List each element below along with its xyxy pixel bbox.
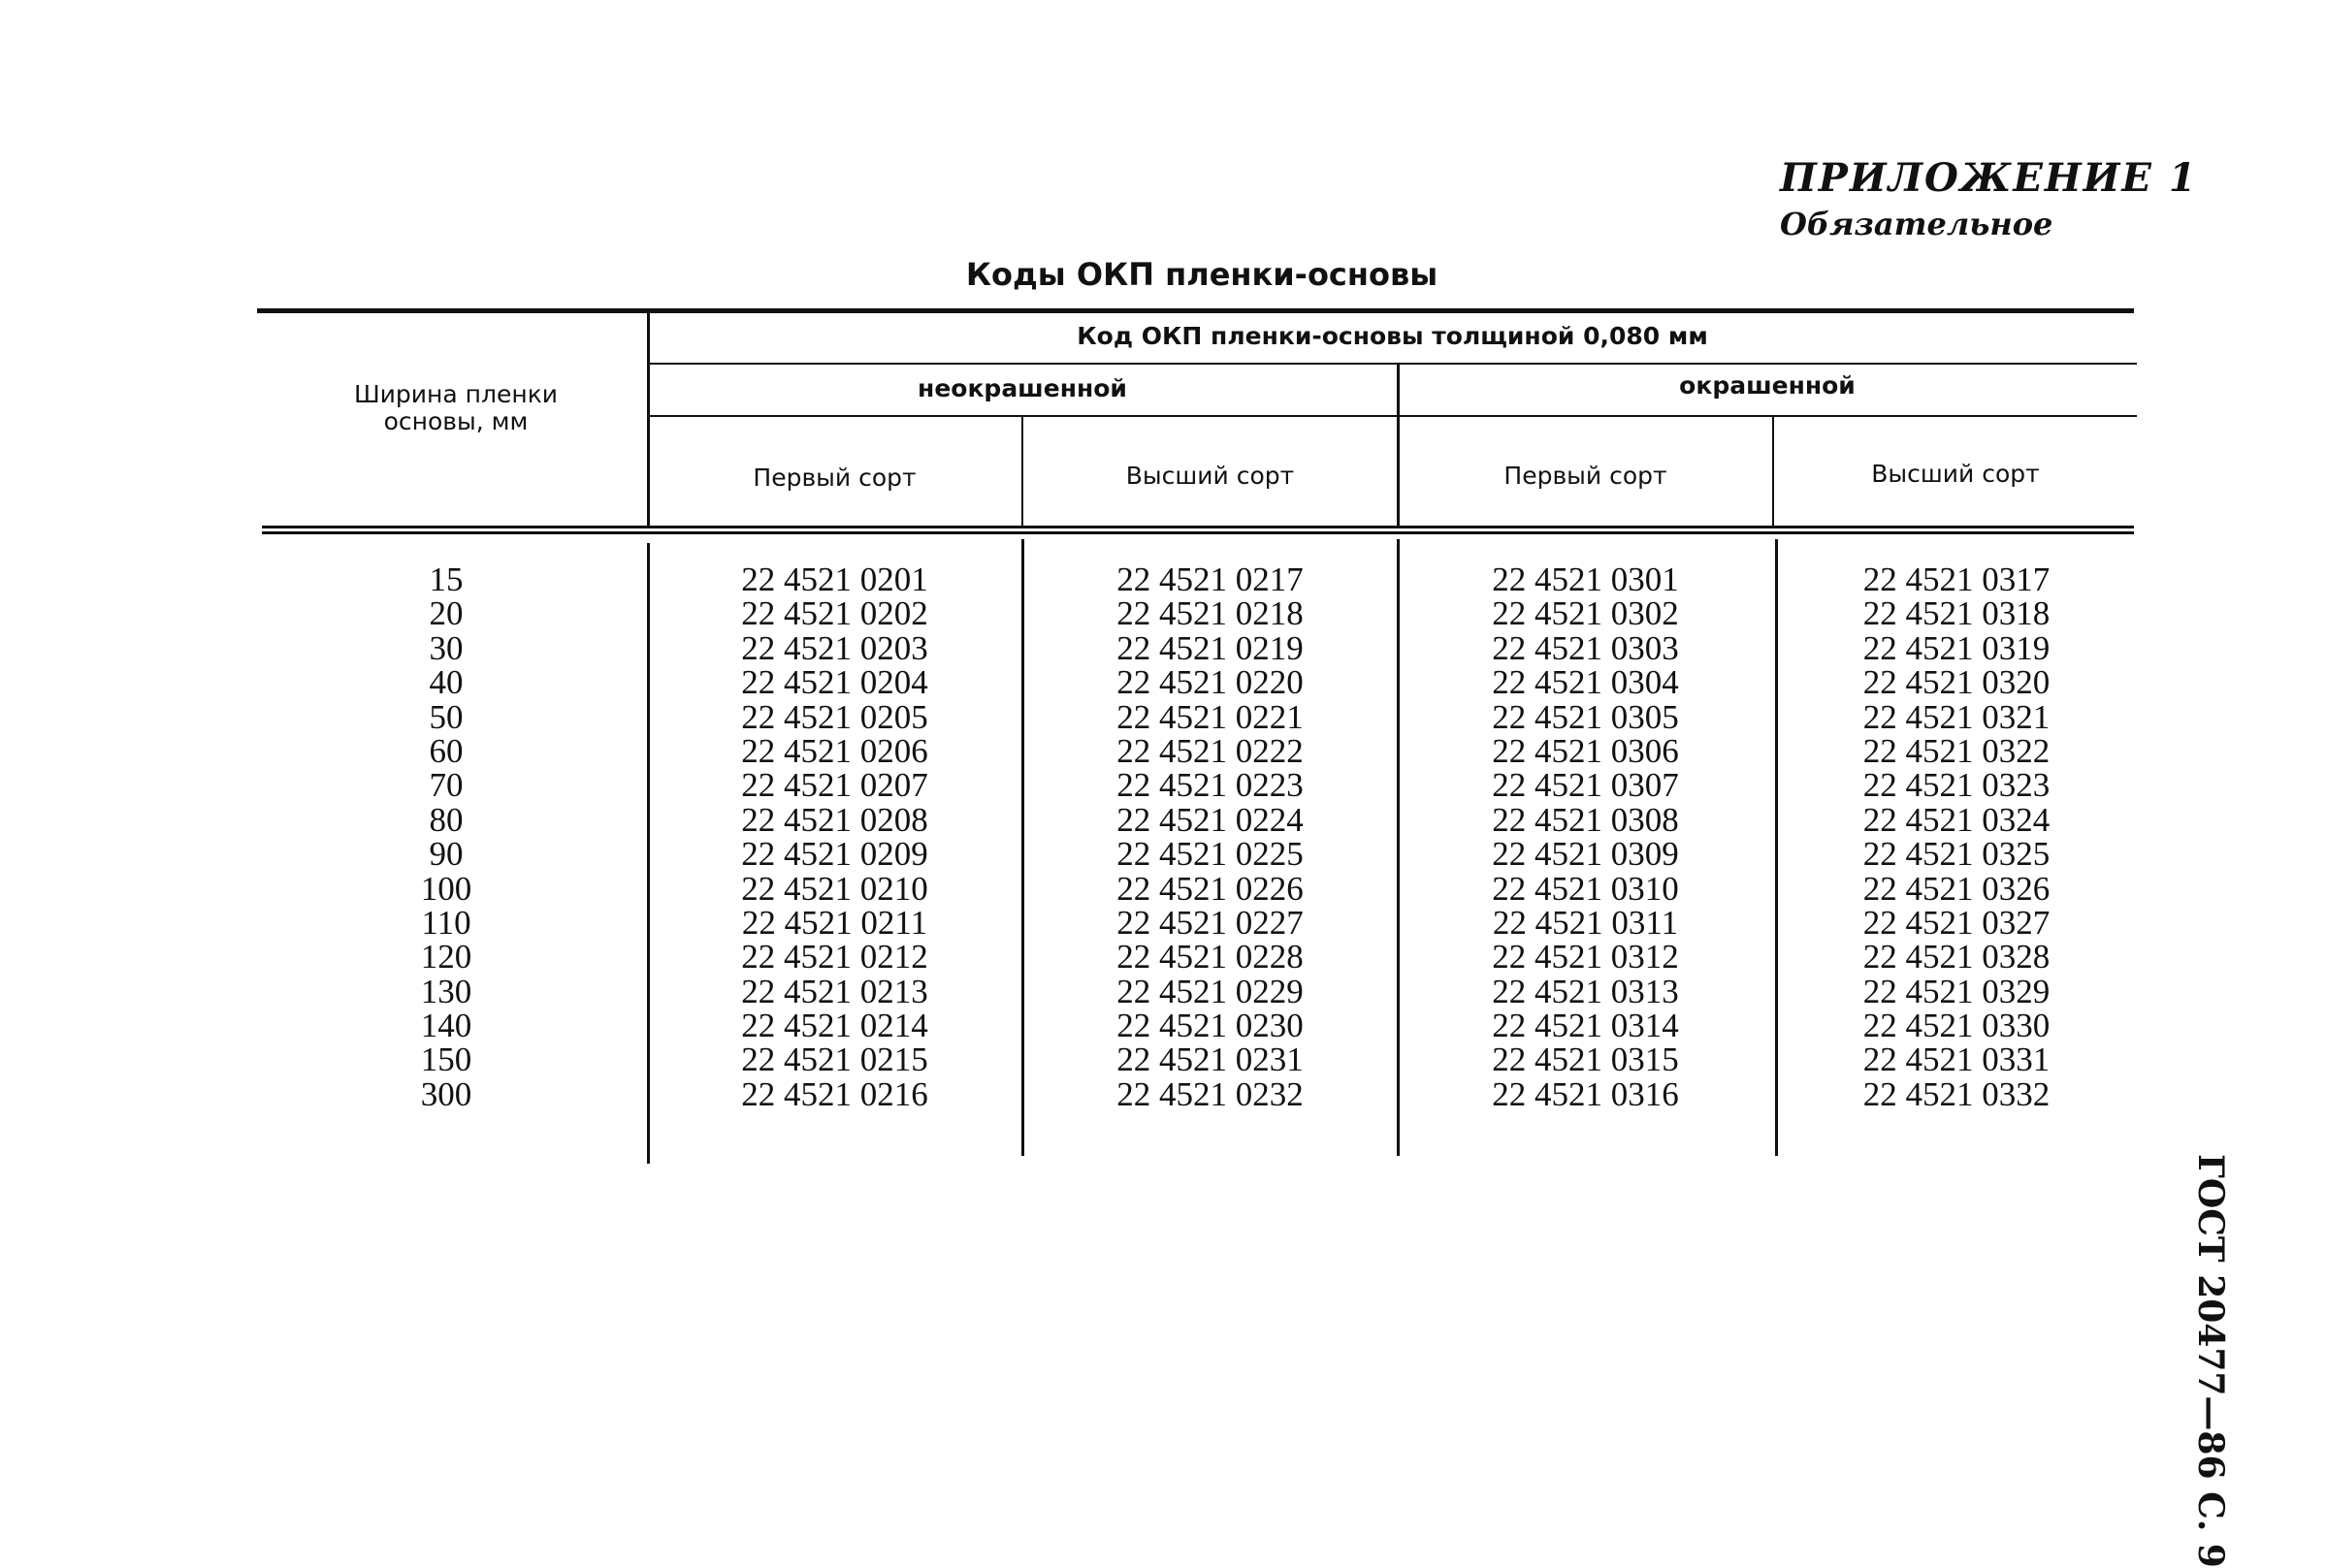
width-cell: 150 <box>420 1040 472 1079</box>
colored-top-grade-code: 22 4521 0330 <box>1862 1007 2051 1045</box>
table-top-rule <box>257 308 2134 313</box>
width-cell: 15 <box>429 560 464 598</box>
uncolored-top-grade-code: 22 4521 0230 <box>1116 1007 1304 1045</box>
colored-top-grade-code: 22 4521 0322 <box>1862 731 2051 770</box>
width-cell: 300 <box>420 1074 472 1113</box>
uncolored-first-grade-code: 22 4521 0203 <box>741 628 928 667</box>
colored-first-grade-column <box>1399 562 1772 1111</box>
colored-top-grade-code: 22 4521 0323 <box>1862 766 2051 805</box>
colored-first-grade-code: 22 4521 0311 <box>1492 903 1679 942</box>
uncolored-first-grade-code: 22 4521 0204 <box>741 663 928 702</box>
appendix-title: ПРИЛОЖЕНИЕ 1 <box>1780 155 2198 201</box>
width-cell: 70 <box>429 766 464 805</box>
width-cell: 90 <box>429 835 464 874</box>
width-column <box>378 562 514 1111</box>
colored-first-grade-code: 22 4521 0309 <box>1492 835 1679 874</box>
colored-top-grade-code: 22 4521 0329 <box>1862 972 2051 1010</box>
grade-first-uncolored-header: Первый сорт <box>753 464 917 492</box>
uncolored-first-grade-code: 22 4521 0209 <box>741 835 928 874</box>
uncolored-top-grade-code: 22 4521 0220 <box>1116 663 1304 702</box>
uncolored-top-grade-column <box>1023 562 1397 1111</box>
uncolored-top-grade-code: 22 4521 0232 <box>1116 1074 1304 1113</box>
uncolored-first-grade-column <box>648 562 1021 1111</box>
colored-first-grade-code: 22 4521 0312 <box>1492 938 1679 976</box>
colored-top-grade-code: 22 4521 0328 <box>1862 938 2051 976</box>
colored-first-grade-code: 22 4521 0302 <box>1492 594 1679 633</box>
width-cell: 130 <box>420 972 472 1010</box>
width-cell: 80 <box>429 800 464 839</box>
colored-first-grade-code: 22 4521 0310 <box>1492 869 1679 908</box>
colored-top-grade-code: 22 4521 0327 <box>1862 903 2051 942</box>
coloring-rule <box>648 415 2137 417</box>
header-bottom-rule-2 <box>262 531 2134 534</box>
width-cell: 50 <box>429 697 464 736</box>
colored-top-grade-code: 22 4521 0326 <box>1862 869 2051 908</box>
colored-top-grade-code: 22 4521 0332 <box>1862 1074 2051 1113</box>
width-cell: 40 <box>429 663 464 702</box>
width-cell: 30 <box>429 628 464 667</box>
uncolored-first-grade-code: 22 4521 0201 <box>741 560 928 598</box>
uncolored-top-grade-code: 22 4521 0221 <box>1116 697 1304 736</box>
uncolored-first-grade-code: 22 4521 0206 <box>741 731 928 770</box>
uncolored-header: неокрашенной <box>918 374 1127 402</box>
colored-first-grade-code: 22 4521 0305 <box>1492 697 1679 736</box>
uncolored-top-grade-code: 22 4521 0217 <box>1116 560 1304 598</box>
width-cell: 140 <box>420 1007 472 1045</box>
uncolored-top-grade-code: 22 4521 0228 <box>1116 938 1304 976</box>
colored-first-grade-code: 22 4521 0306 <box>1492 731 1679 770</box>
width-cell: 110 <box>421 903 471 942</box>
uncolored-first-grade-code: 22 4521 0207 <box>741 766 928 805</box>
uncolored-top-grade-code: 22 4521 0218 <box>1116 594 1304 633</box>
uncolored-top-grade-code: 22 4521 0219 <box>1116 628 1304 667</box>
colored-top-grade-code: 22 4521 0317 <box>1862 560 2051 598</box>
colored-top-grade-code: 22 4521 0321 <box>1862 697 2051 736</box>
uncolored-top-grade-code: 22 4521 0225 <box>1116 835 1304 874</box>
code-group-rule <box>648 363 2137 365</box>
uncolored-first-grade-code: 22 4521 0211 <box>741 903 928 942</box>
colored-top-grade-code: 22 4521 0319 <box>1862 628 2051 667</box>
colored-first-grade-code: 22 4521 0303 <box>1492 628 1679 667</box>
colored-top-grade-code: 22 4521 0331 <box>1862 1040 2051 1079</box>
uncolored-first-grade-code: 22 4521 0212 <box>741 938 928 976</box>
uncolored-first-grade-code: 22 4521 0213 <box>741 972 928 1010</box>
colored-first-grade-code: 22 4521 0308 <box>1492 800 1679 839</box>
table-title: Коды ОКП пленки-основы <box>965 256 1438 293</box>
colored-top-grade-column <box>1777 562 2136 1111</box>
width-column-header: Ширина пленки основы, мм <box>353 380 559 435</box>
width-cell: 60 <box>429 731 464 770</box>
colored-first-grade-code: 22 4521 0314 <box>1492 1007 1679 1045</box>
colored-first-grade-code: 22 4521 0316 <box>1492 1074 1679 1113</box>
colored-top-grade-code: 22 4521 0318 <box>1862 594 2051 633</box>
appendix-subtitle: Обязательное <box>1780 206 2053 242</box>
uncolored-first-grade-code: 22 4521 0214 <box>741 1007 928 1045</box>
grade-top-colored-header: Высший сорт <box>1871 460 2040 488</box>
uncolored-first-grade-code: 22 4521 0210 <box>741 869 928 908</box>
colored-header: окрашенной <box>1679 371 1856 400</box>
uncolored-first-grade-code: 22 4521 0205 <box>741 697 928 736</box>
colored-top-grade-code: 22 4521 0320 <box>1862 663 2051 702</box>
header-bottom-rule-1 <box>262 526 2134 528</box>
width-cell: 100 <box>420 869 472 908</box>
uncolored-top-grade-code: 22 4521 0231 <box>1116 1040 1304 1079</box>
page-label: ГОСТ 20477—86 С. 9 <box>2190 1154 2231 1568</box>
uncolored-top-grade-code: 22 4521 0226 <box>1116 869 1304 908</box>
uncolored-top-grade-code: 22 4521 0222 <box>1116 731 1304 770</box>
colored-first-grade-code: 22 4521 0313 <box>1492 972 1679 1010</box>
width-cell: 120 <box>420 938 472 976</box>
colored-first-grade-code: 22 4521 0315 <box>1492 1040 1679 1079</box>
grade-top-uncolored-header: Высший сорт <box>1125 462 1295 490</box>
uncolored-top-grade-code: 22 4521 0223 <box>1116 766 1304 805</box>
uncolored-top-grade-code: 22 4521 0229 <box>1116 972 1304 1010</box>
colored-first-grade-code: 22 4521 0304 <box>1492 663 1679 702</box>
uncolored-top-grade-code: 22 4521 0224 <box>1116 800 1304 839</box>
uncolored-first-grade-code: 22 4521 0216 <box>741 1074 928 1113</box>
colored-top-grade-code: 22 4521 0324 <box>1862 800 2051 839</box>
code-group-header: Код ОКП пленки-основы толщиной 0,080 мм <box>1077 322 1708 350</box>
colored-first-grade-code: 22 4521 0301 <box>1492 560 1679 598</box>
uncolored-first-grade-code: 22 4521 0208 <box>741 800 928 839</box>
colored-first-grade-code: 22 4521 0307 <box>1492 766 1679 805</box>
uncolored-first-grade-code: 22 4521 0202 <box>741 594 928 633</box>
uncolored-first-grade-code: 22 4521 0215 <box>741 1040 928 1079</box>
width-cell: 20 <box>429 594 464 633</box>
colored-top-grade-code: 22 4521 0325 <box>1862 835 2051 874</box>
grade-first-colored-header: Первый сорт <box>1503 462 1667 490</box>
uncolored-top-grade-code: 22 4521 0227 <box>1116 903 1304 942</box>
